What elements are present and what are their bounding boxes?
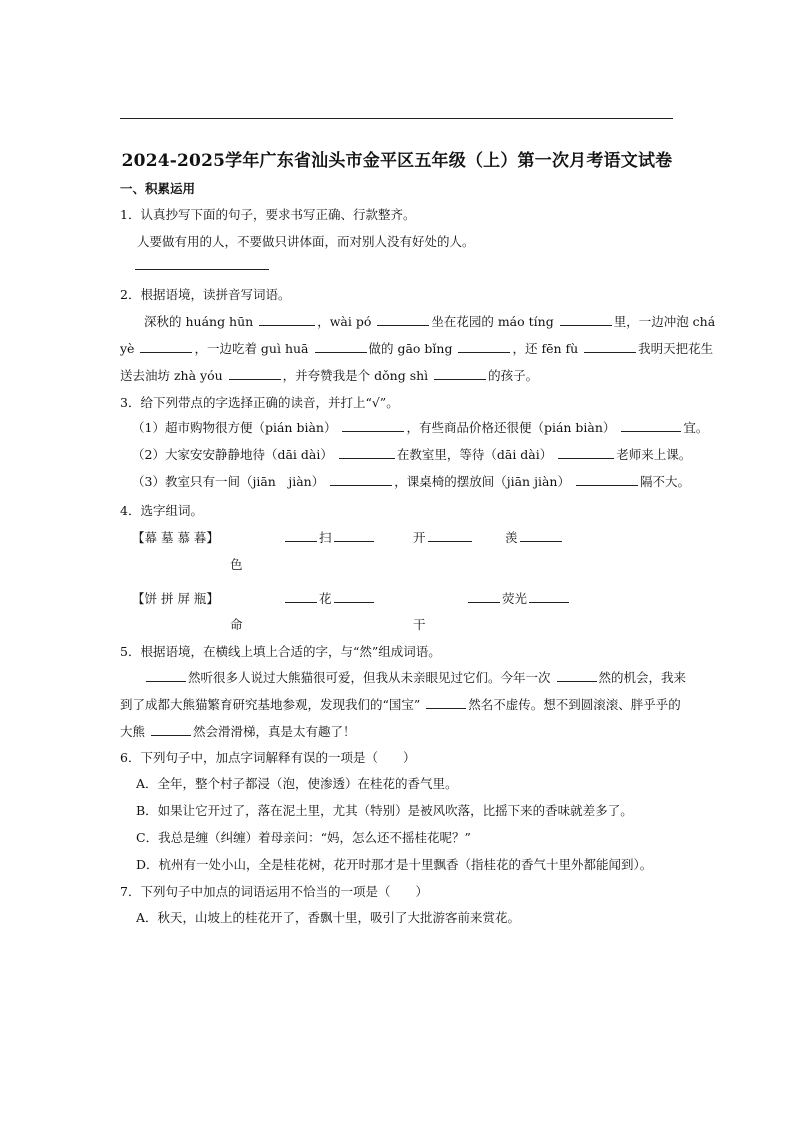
text-segment: ，课桌椅的摆放间	[394, 474, 495, 489]
answer-blank[interactable]	[285, 529, 317, 542]
word-char: 命	[230, 617, 243, 632]
text-segment: 我明天把花生	[638, 341, 714, 356]
pinyin-option: （pián biàn）	[252, 420, 337, 435]
question-2-line-2	[120, 340, 713, 358]
question-4-stem: 4．选字组词。	[120, 503, 203, 518]
text-segment: 在教室里，等待	[396, 447, 485, 462]
answer-blank[interactable]	[146, 669, 186, 682]
text-segment: 隔不大。	[639, 474, 690, 489]
text-segment: 的孩子。	[488, 368, 539, 383]
word-item	[283, 590, 376, 608]
header-rule	[120, 118, 673, 119]
answer-blank[interactable]	[334, 590, 374, 603]
question-5-line-1	[144, 669, 686, 687]
word-item	[505, 529, 564, 547]
word-char: 色	[230, 557, 243, 572]
question-2-stem: 2．根据语境，读拼音写词语。	[120, 287, 291, 302]
question-5-line-3	[120, 723, 356, 741]
question-6-option-b[interactable]: B．如果让它开过了，落在泥土里，尤其（特别）是被风吹落，比摇下来的香味就差多了。	[136, 803, 633, 818]
pinyin-option: （dāi dài）	[484, 447, 553, 462]
text-segment: （1）超市购物很方便	[132, 420, 253, 435]
text-segment: 送去油坊 zhà yóu	[120, 368, 223, 383]
word-char: 扫	[319, 530, 332, 545]
question-2-line-3	[120, 367, 538, 385]
question-5-stem: 5．根据语境，在横线上填上合适的字，与“然”组成词语。	[120, 644, 441, 659]
text-segment: ，还 fēn fù	[512, 341, 579, 356]
text-segment: （2）大家安安静静地待	[132, 447, 265, 462]
text-segment: yè	[120, 341, 135, 356]
answer-blank[interactable]	[560, 313, 612, 326]
text-segment: （3）教室只有一间	[132, 474, 240, 489]
answer-blank[interactable]	[334, 529, 374, 542]
text-segment: 坐在花园的 máo tíng	[431, 314, 554, 329]
question-3-item-2	[132, 446, 691, 464]
text-segment: 老师来上课。	[616, 447, 692, 462]
text-segment: 然听很多人说过大熊猫很可爱，但我从未亲眼见过它们。今年一次	[188, 670, 551, 685]
answer-blank[interactable]	[342, 419, 404, 432]
answer-blank[interactable]	[529, 590, 569, 603]
question-5-line-2	[120, 696, 681, 714]
question-1-answer-line[interactable]	[135, 257, 269, 270]
word-char: 荧光	[502, 591, 528, 606]
answer-blank[interactable]	[428, 529, 472, 542]
answer-blank[interactable]	[426, 696, 466, 709]
question-1-stem: 1．认真抄写下面的句子，要求书写正确、行款整齐。	[120, 207, 416, 222]
answer-blank[interactable]	[468, 590, 500, 603]
word-char: 羡	[505, 530, 518, 545]
text-segment: 宜。	[683, 420, 709, 435]
answer-blank[interactable]	[584, 340, 636, 353]
answer-blank[interactable]	[377, 313, 429, 326]
answer-blank[interactable]	[229, 367, 281, 380]
question-3-item-3	[132, 473, 690, 491]
answer-blank[interactable]	[259, 313, 315, 326]
answer-blank[interactable]	[558, 446, 614, 459]
question-7-option-a[interactable]: A．秋天，山坡上的桂花开了，香飘十里，吸引了大批游客前来赏花。	[136, 910, 521, 925]
answer-blank[interactable]	[621, 419, 681, 432]
pinyin-option: （jiān jiàn）	[239, 474, 325, 489]
answer-blank[interactable]	[285, 590, 317, 603]
answer-blank[interactable]	[151, 723, 191, 736]
answer-blank[interactable]	[576, 473, 638, 486]
question-6-option-d[interactable]: D．杭州有一处小山，全是桂花树，花开时那才是十里飘香（指桂花的香气十里外都能闻到）。	[136, 857, 653, 872]
question-3-item-1	[132, 419, 708, 437]
answer-blank[interactable]	[557, 669, 597, 682]
text-segment: ，wài pó	[317, 314, 372, 329]
answer-blank[interactable]	[458, 340, 510, 353]
question-6-option-c[interactable]: C．我总是缠（纠缠）着母亲问：“妈，怎么还不摇桂花呢？”	[136, 830, 471, 845]
text-segment: 到了成都大熊猫繁育研究基地参观，发现我们的“国宝”	[120, 697, 421, 712]
text-segment: ，有些商品价格还很便	[406, 420, 532, 435]
text-segment: 然的机会，我来	[598, 670, 687, 685]
answer-blank[interactable]	[434, 367, 486, 380]
text-segment: ，一边吃着 guì huā	[194, 341, 309, 356]
text-segment: 里，一边冲泡 chá	[613, 314, 716, 329]
word-item	[230, 556, 243, 574]
answer-blank[interactable]	[315, 340, 367, 353]
text-segment: ，并夸赞我是个 dǒng shì	[282, 368, 429, 383]
char-group-2: 【饼 拼 屏 瓶】	[132, 591, 219, 606]
text-segment: 大熊	[120, 724, 146, 739]
answer-blank[interactable]	[140, 340, 192, 353]
question-2-line-1	[144, 313, 715, 331]
answer-blank[interactable]	[339, 446, 395, 459]
answer-blank[interactable]	[520, 529, 562, 542]
word-item	[413, 616, 426, 634]
text-segment: 然会滑滑梯，真是太有趣了！	[193, 724, 356, 739]
pinyin-option: （pián biàn）	[531, 420, 616, 435]
pinyin-option: （dāi dài）	[264, 447, 333, 462]
section-heading: 一、积累运用	[120, 181, 196, 196]
question-1-sentence: 人要做有用的人，不要做只讲体面，而对别人没有好处的人。	[137, 234, 475, 249]
word-item	[466, 590, 571, 608]
text-segment: 然名不虚传。想不到圆滚滚、胖乎乎的	[468, 697, 681, 712]
question-3-stem: 3．给下列带点的字选择正确的读音，并打上“√”。	[120, 395, 399, 410]
page-title: 2024-2025学年广东省汕头市金平区五年级（上）第一次月考语文试卷	[121, 151, 673, 171]
pinyin-option: （jiān jiàn）	[494, 474, 570, 489]
word-char: 花	[319, 591, 332, 606]
word-item	[230, 616, 243, 634]
text-segment: 深秋的 huáng hūn	[144, 314, 254, 329]
word-item	[283, 529, 376, 547]
word-char: 开	[413, 530, 426, 545]
text-segment: 做的 gāo bǐng	[368, 341, 453, 356]
word-char: 干	[413, 617, 426, 632]
answer-blank[interactable]	[330, 473, 392, 486]
question-7-stem: 7．下列句子中加点的词语运用不恰当的一项是（ ）	[120, 884, 428, 899]
word-item	[413, 529, 474, 547]
question-6-stem: 6．下列句子中，加点字词解释有误的一项是（ ）	[120, 750, 416, 765]
question-6-option-a[interactable]: A．全年，整个村子都浸（泡，使渗透）在桂花的香气里。	[136, 776, 458, 791]
char-group-1: 【幕 墓 慕 暮】	[132, 530, 219, 545]
